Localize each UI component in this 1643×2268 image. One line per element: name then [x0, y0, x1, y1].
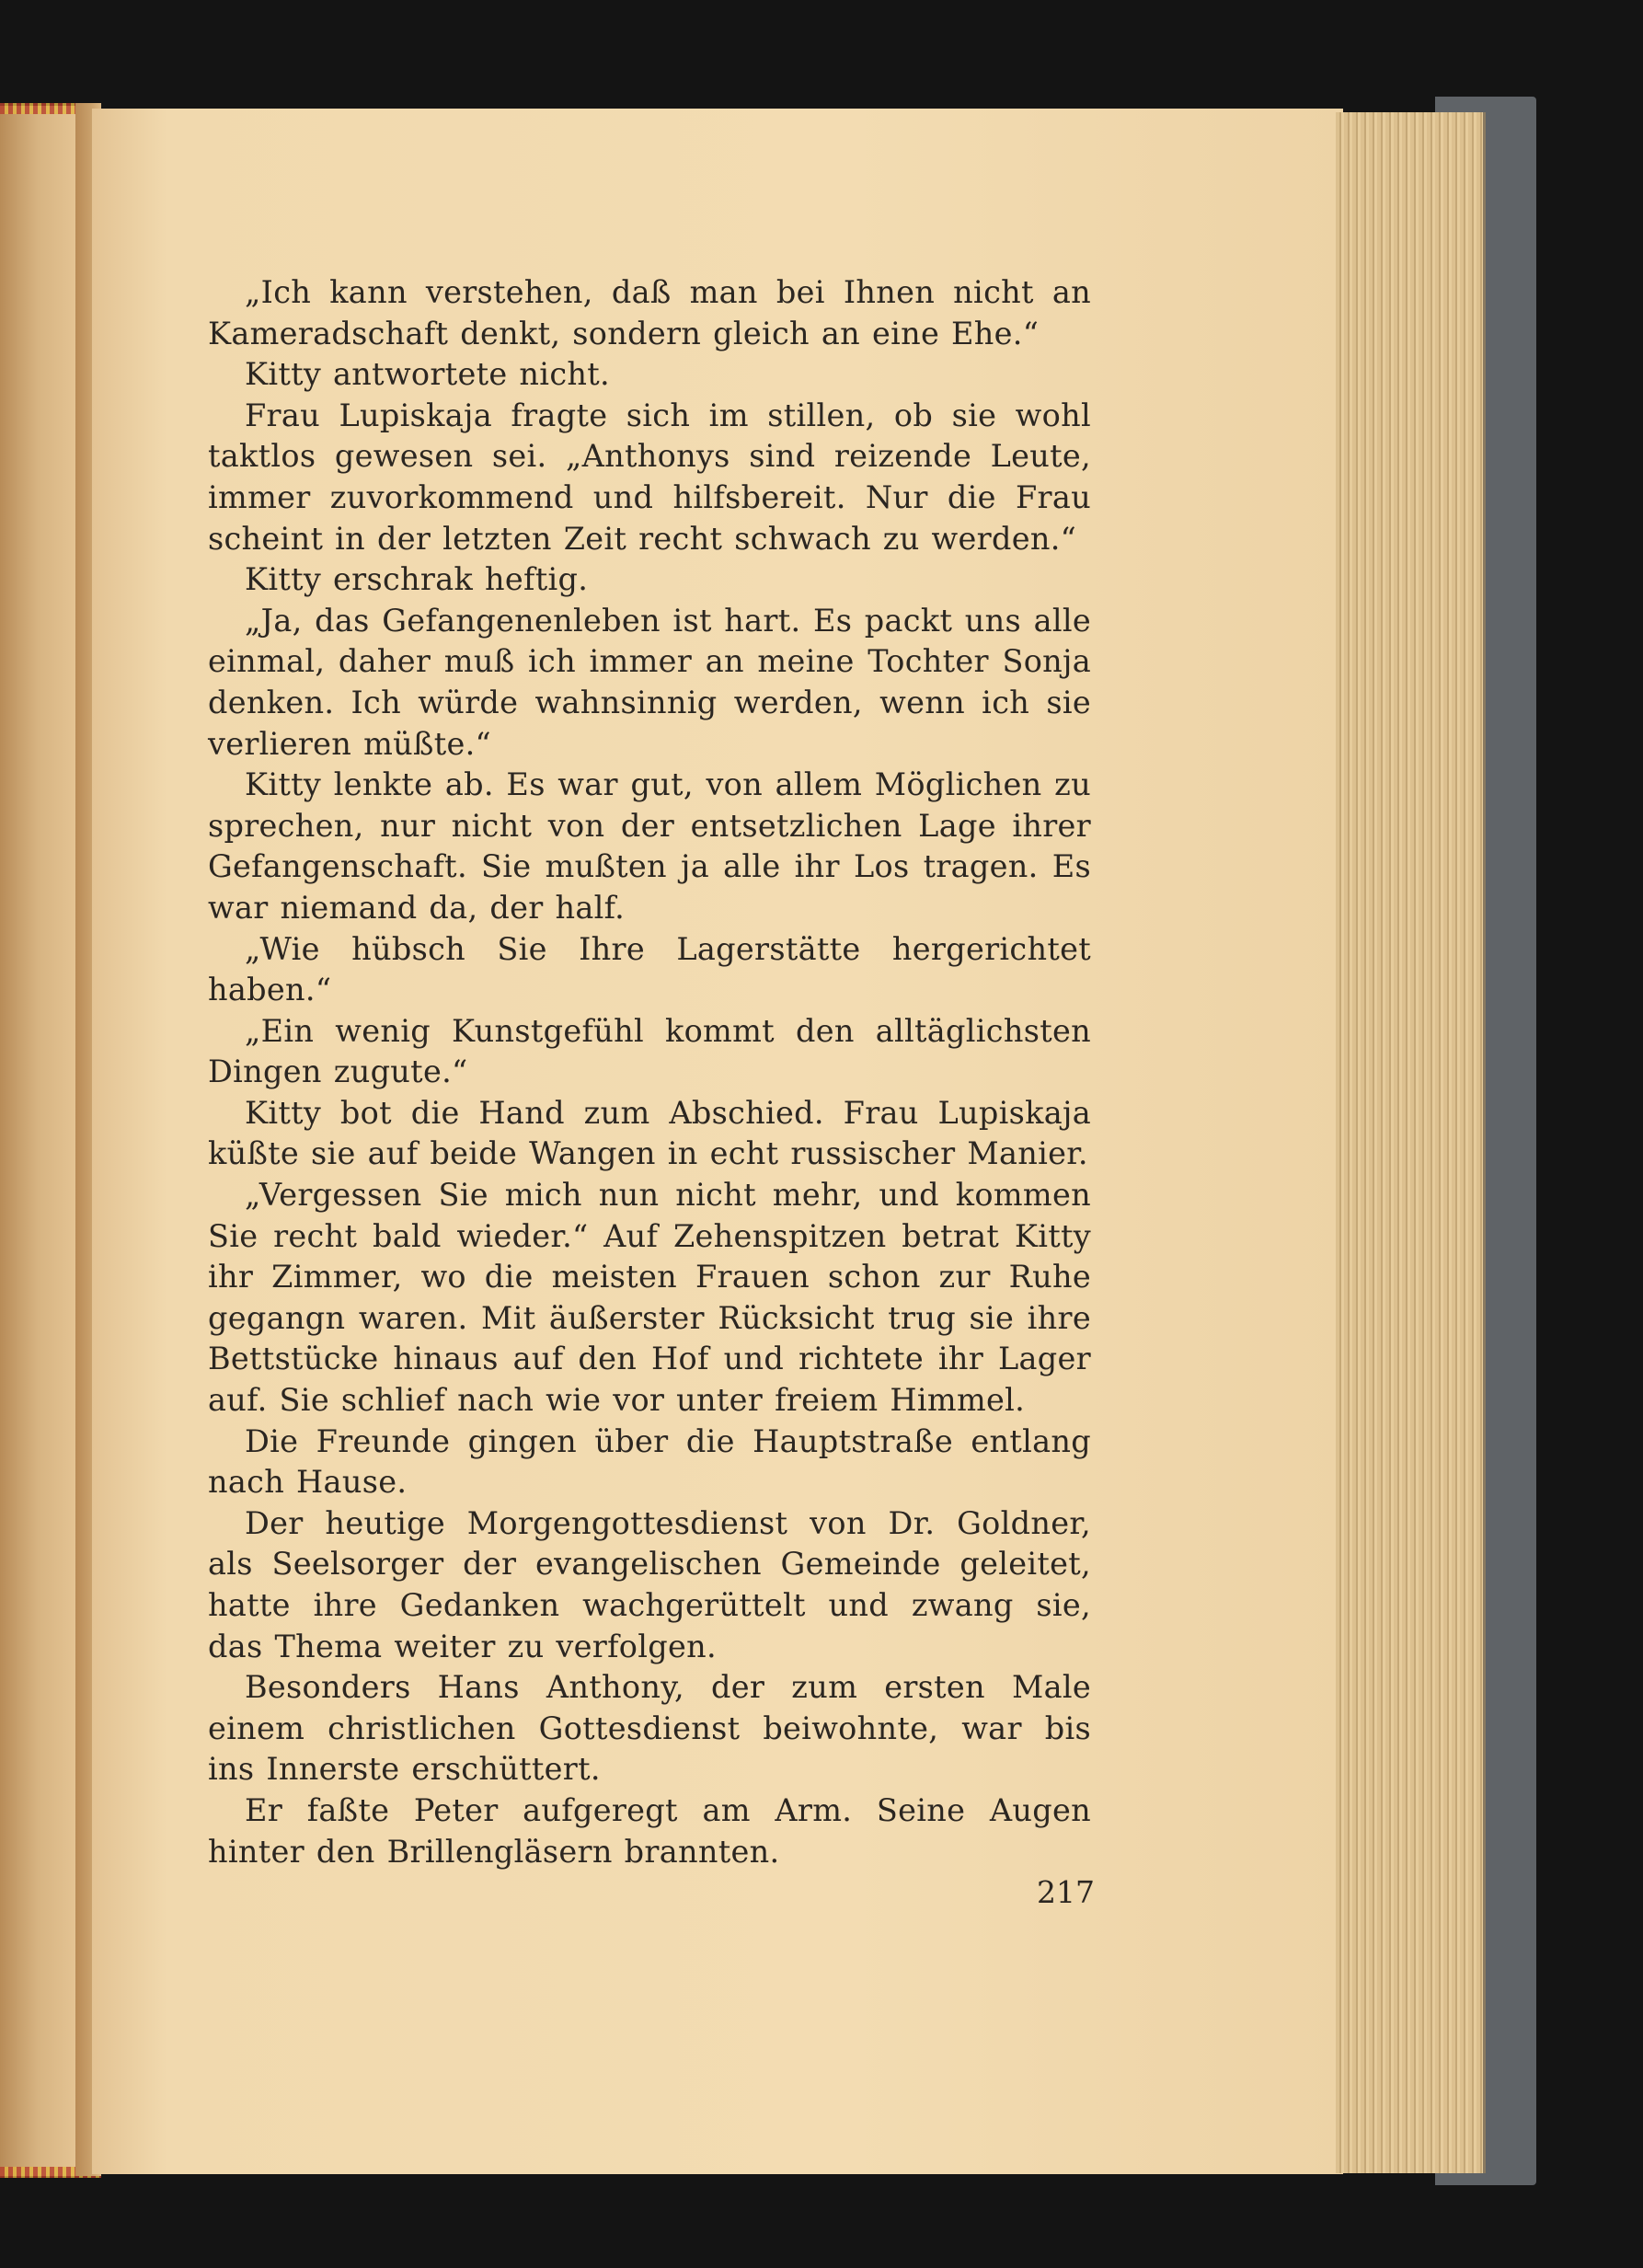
page-stack-edge — [1336, 112, 1486, 2173]
paragraph: Besonders Hans Anthony, der zum ersten Male einem christlichen Gottesdienst beiwohnte, war bis ins Innerste erschüttert. — [208, 1669, 1091, 1788]
paragraph: Die Freunde gingen über die Hauptstraße entlang nach Hause. — [208, 1422, 1091, 1501]
paragraph: Kitty lenkte ab. Es war gut, von allem Möglichen zu sprechen, nur nicht von der entsetzlichen Lage ihrer Gefangenschaft. Sie mußten ja alle ihr Los tragen. Es war niemand da, der half. — [208, 766, 1091, 926]
paragraph: „Ja, das Gefangenenleben ist hart. Es packt uns alle einmal, daher muß ich immer an meine Tochter Sonja denken. Ich würde wahnsinnig werden, wenn ich sie verlieren müßte.“ — [208, 602, 1091, 762]
paragraph: Kitty erschrak heftig. — [245, 561, 589, 598]
paragraph: „Ich kann verstehen, daß man bei Ihnen nicht an Kameradschaft denkt, sondern gleich an eine Ehe.“ — [208, 274, 1091, 351]
paragraph: Der heutige Morgengottesdienst von Dr. Goldner, als Seelsorger der evangelischen Gemeinde geleitet, hatte ihre Gedanken wachgerüttelt und zwang sie, das Thema weiter zu verfolgen. — [208, 1504, 1091, 1664]
paragraph: Frau Lupiskaja fragte sich im stillen, ob sie wohl taktlos gewesen sei. „Anthonys sind reizende Leute, immer zuvorkommend und hilfsbereit. Nur die Frau scheint in der letzten Zeit recht schwach zu werden.“ — [208, 397, 1091, 557]
left-page-edge — [0, 106, 85, 2176]
paragraph: „Vergessen Sie mich nun nicht mehr, und kommen Sie recht bald wieder.“ Auf Zehenspitzen betrat Kitty ihr Zimmer, wo die meisten Frauen schon zur Ruhe gegangn waren. Mit äußerster Rücksicht trug sie ihre Bettstücke hinaus auf den Hof und richtete ihr Lager auf. Sie schlief nach wie vor unter freiem Himmel. — [208, 1177, 1091, 1419]
paragraph: Kitty antwortete nicht. — [245, 356, 610, 393]
paragraph: Er faßte Peter aufgeregt am Arm. Seine Augen hinter den Brillengläsern brannten. — [208, 1791, 1091, 1870]
page-text — [208, 272, 1091, 1872]
page-number: 217 — [1037, 1874, 1095, 1910]
paragraph: „Ein wenig Kunstgefühl kommt den alltäglichsten Dingen zugute.“ — [208, 1012, 1091, 1090]
paragraph: „Wie hübsch Sie Ihre Lagerstätte hergerichtet haben.“ — [208, 930, 1091, 1008]
paragraph: Kitty bot die Hand zum Abschied. Frau Lupiskaja küßte sie auf beide Wangen in echt russischer Manier. — [208, 1094, 1091, 1172]
